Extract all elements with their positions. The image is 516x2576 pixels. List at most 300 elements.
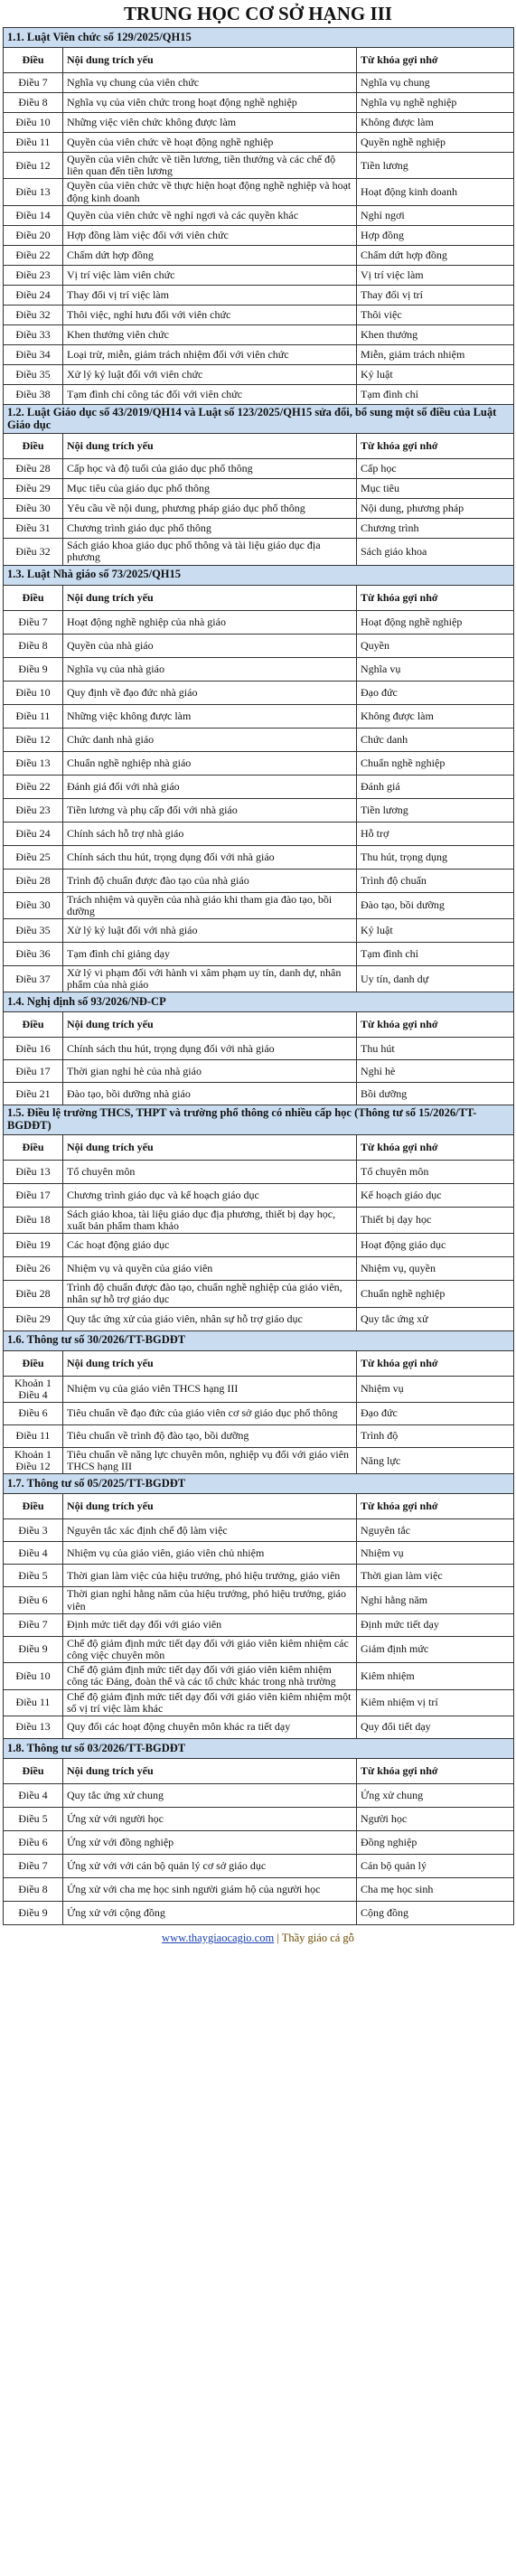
keyword-cell: Giảm định mức [357,1636,514,1662]
keyword-cell: Nguyên tắc [357,1519,514,1542]
table-row [4,1281,514,1307]
header-row [4,434,514,459]
keyword-cell: Nghĩa vụ chung [357,73,514,93]
table-row [4,1542,514,1565]
article-cell: Điều 37 [4,966,63,992]
keyword-cell: Kỷ luật [357,364,514,384]
keyword-cell: Tiền lương [357,153,514,179]
keyword-cell: Vị trí việc làm [357,265,514,285]
content-cell: Sách giáo khoa giáo dục phổ thông và tài liệu giáo dục địa phương [63,539,357,565]
header-content: Nội dung trích yếu [63,1350,357,1376]
keyword-cell: Hoạt động nghề nghiệp [357,610,514,634]
article-cell: Điều 33 [4,324,63,344]
header-row [4,585,514,610]
article-cell: Điều 7 [4,1854,63,1877]
article-cell: Điều 20 [4,225,63,245]
keyword-cell: Nghỉ ngơi [357,205,514,225]
keyword-cell: Quy đổi tiết dạy [357,1716,514,1738]
article-cell: Điều 6 [4,1830,63,1854]
content-cell: Xử lý kỷ luật đối với nhà giáo [63,919,357,943]
keyword-cell: Thiết bị dạy học [357,1207,514,1233]
content-cell: Cấp học và độ tuổi của giáo dục phổ thông [63,459,357,479]
section-row [4,1330,514,1350]
table-row [4,113,514,133]
section-row [4,1738,514,1758]
content-cell: Tiêu chuẩn về năng lực chuyên môn, nghiệp vụ đối với giáo viên THCS hạng III [63,1448,357,1474]
article-cell: Điều 32 [4,539,63,565]
keyword-cell: Đạo đức [357,1403,514,1425]
article-cell: Điều 35 [4,364,63,384]
table-row [4,1587,514,1613]
article-cell: Khoản 1 Điều 4 [4,1376,63,1402]
table-row [4,1613,514,1636]
table-row [4,1448,514,1474]
table-row [4,1257,514,1281]
law-table [3,27,514,1925]
table-row [4,657,514,681]
content-cell: Xử lý vi phạm đối với hành vi xâm phạm uy tín, danh dự, nhân phẩm của nhà giáo [63,966,357,992]
table-row [4,324,514,344]
keyword-cell: Thời gian làm việc [357,1565,514,1587]
article-cell: Điều 30 [4,499,63,519]
article-cell: Điều 18 [4,1207,63,1233]
table-row [4,775,514,798]
table-row [4,1234,514,1257]
article-cell: Điều 9 [4,1901,63,1924]
keyword-cell: Định mức tiết dạy [357,1613,514,1636]
article-cell: Điều 28 [4,1281,63,1307]
article-cell: Điều 10 [4,1663,63,1689]
article-cell: Điều 11 [4,1425,63,1448]
keyword-cell: Thay đổi vị trí [357,285,514,305]
content-cell: Đào tạo, bồi dưỡng nhà giáo [63,1083,357,1105]
article-cell: Điều 13 [4,1160,63,1183]
article-cell: Điều 9 [4,657,63,681]
footer-separator: | [277,1931,279,1944]
keyword-cell: Thôi việc [357,305,514,324]
header-keyword: Từ khóa gợi nhớ [357,1494,514,1519]
content-cell: Những việc viên chức không được làm [63,113,357,133]
header-article: Điều [4,1350,63,1376]
table-row [4,265,514,285]
article-cell: Điều 31 [4,519,63,539]
table-row [4,384,514,404]
table-row [4,1830,514,1854]
table-row [4,634,514,657]
keyword-cell: Không được làm [357,704,514,728]
keyword-cell: Hoạt động giáo dục [357,1234,514,1257]
header-content: Nội dung trích yếu [63,48,357,73]
article-cell: Điều 5 [4,1565,63,1587]
article-cell: Điều 9 [4,1636,63,1662]
article-cell: Điều 11 [4,704,63,728]
content-cell: Chế độ giảm định mức tiết dạy đối với giáo viên kiêm nhiệm một số vị trí việc làm khác [63,1689,357,1716]
header-article: Điều [4,1134,63,1160]
table-row [4,1877,514,1901]
header-keyword: Từ khóa gợi nhớ [357,48,514,73]
section-row [4,404,514,434]
content-cell: Chương trình giáo dục và kế hoạch giáo dục [63,1183,357,1207]
keyword-cell: Thu hút, trọng dụng [357,845,514,869]
article-cell: Điều 11 [4,133,63,153]
header-content: Nội dung trích yếu [63,1494,357,1519]
article-cell: Điều 28 [4,869,63,892]
content-cell: Sách giáo khoa, tài liệu giáo dục địa phương, thiết bị dạy học, xuất bản phẩm tham khảo [63,1207,357,1233]
header-content: Nội dung trích yếu [63,1758,357,1783]
article-cell: Điều 13 [4,179,63,205]
table-row [4,704,514,728]
content-cell: Trách nhiệm và quyền của nhà giáo khi tham gia đào tạo, bồi dưỡng [63,892,357,918]
content-cell: Chính sách thu hút, trọng dụng đối với nhà giáo [63,1038,357,1060]
article-cell: Khoản 1 Điều 12 [4,1448,63,1474]
article-cell: Điều 10 [4,681,63,704]
keyword-cell: Kiêm nhiệm vị trí [357,1689,514,1716]
table-row [4,1807,514,1830]
footer-brand: Thầy giáo cá gỗ [281,1931,354,1944]
content-cell: Thay đổi vị trí việc làm [63,285,357,305]
table-row [4,1565,514,1587]
content-cell: Quyền của viên chức về nghỉ ngơi và các quyền khác [63,205,357,225]
keyword-cell: Quyền [357,634,514,657]
keyword-cell: Ứng xử chung [357,1783,514,1807]
table-row [4,1716,514,1738]
keyword-cell: Nhiệm vụ [357,1376,514,1402]
header-keyword: Từ khóa gợi nhớ [357,1758,514,1783]
keyword-cell: Tạm đình chỉ [357,943,514,966]
header-row [4,1134,514,1160]
table-row [4,1160,514,1183]
article-cell: Điều 5 [4,1807,63,1830]
article-cell: Điều 24 [4,285,63,305]
section-title: 1.6. Thông tư số 30/2026/TT-BGDĐT [4,1330,514,1350]
article-cell: Điều 11 [4,1689,63,1716]
content-cell: Quyền của nhà giáo [63,634,357,657]
section-title: 1.5. Điều lệ trường THCS, THPT và trường phổ thông có nhiều cấp học (Thông tư số 15/2026/TT-BGDĐT) [4,1105,514,1135]
page-title: TRUNG HỌC CƠ SỞ HẠNG III [124,3,392,24]
article-cell: Điều 23 [4,798,63,822]
table-row [4,539,514,565]
table-row [4,1183,514,1207]
keyword-cell: Tổ chuyên môn [357,1160,514,1183]
content-cell: Xử lý kỷ luật đối với viên chức [63,364,357,384]
header-keyword: Từ khóa gợi nhớ [357,1134,514,1160]
header-article: Điều [4,1494,63,1519]
content-cell: Tạm đình chỉ giảng dạy [63,943,357,966]
keyword-cell: Chức danh [357,728,514,751]
table-row [4,1425,514,1448]
article-cell: Điều 28 [4,459,63,479]
article-cell: Điều 8 [4,634,63,657]
keyword-cell: Thu hút [357,1038,514,1060]
keyword-cell: Hỗ trợ [357,822,514,845]
section-row [4,1105,514,1135]
article-cell: Điều 36 [4,943,63,966]
header-content: Nội dung trích yếu [63,585,357,610]
article-cell: Điều 8 [4,93,63,113]
footer [3,1925,513,1951]
content-cell: Chuẩn nghề nghiệp nhà giáo [63,751,357,775]
keyword-cell: Uy tín, danh dự [357,966,514,992]
content-cell: Trình độ chuẩn được đào tạo của nhà giáo [63,869,357,892]
content-cell: Nhiệm vụ và quyền của giáo viên [63,1257,357,1281]
content-cell: Quy tắc ứng xử chung [63,1783,357,1807]
content-cell: Thôi việc, nghỉ hưu đối với viên chức [63,305,357,324]
keyword-cell: Nghĩa vụ nghề nghiệp [357,93,514,113]
table-row [4,798,514,822]
content-cell: Nhiệm vụ của giáo viên THCS hạng III [63,1376,357,1402]
content-cell: Thời gian nghỉ hè của nhà giáo [63,1060,357,1083]
content-cell: Tiêu chuẩn về trình độ đào tạo, bồi dưỡng [63,1425,357,1448]
content-cell: Nghĩa vụ chung của viên chức [63,73,357,93]
header-keyword: Từ khóa gợi nhớ [357,1350,514,1376]
keyword-cell: Hoạt động kinh doanh [357,179,514,205]
section-row [4,565,514,585]
keyword-cell: Quyền nghề nghiệp [357,133,514,153]
keyword-cell: Nghỉ hè [357,1060,514,1083]
header-keyword: Từ khóa gợi nhớ [357,434,514,459]
content-cell: Chế độ giảm định mức tiết dạy đối với giáo viên kiêm nhiệm các công việc chuyên môn [63,1636,357,1662]
article-cell: Điều 16 [4,1038,63,1060]
content-cell: Quyền của viên chức về thực hiện hoạt động nghề nghiệp và hoạt động kinh doanh [63,179,357,205]
article-cell: Điều 4 [4,1783,63,1807]
content-cell: Ứng xử với đồng nghiệp [63,1830,357,1854]
header-row [4,1350,514,1376]
header-article: Điều [4,1758,63,1783]
section-title: 1.7. Thông tư số 05/2025/TT-BGDĐT [4,1474,514,1494]
table-row [4,479,514,499]
content-cell: Quyền của viên chức về hoạt động nghề nghiệp [63,133,357,153]
section-title: 1.4. Nghị định số 93/2026/NĐ-CP [4,992,514,1012]
article-cell: Điều 6 [4,1587,63,1613]
table-row [4,205,514,225]
content-cell: Trình độ chuẩn được đào tạo, chuẩn nghề nghiệp của giáo viên, nhân sự hỗ trợ giáo dục [63,1281,357,1307]
header-article: Điều [4,434,63,459]
content-cell: Yêu cầu về nội dung, phương pháp giáo dục phổ thông [63,499,357,519]
table-row [4,519,514,539]
keyword-cell: Đồng nghiệp [357,1830,514,1854]
article-cell: Điều 14 [4,205,63,225]
keyword-cell: Cha mẹ học sinh [357,1877,514,1901]
content-cell: Chương trình giáo dục phổ thông [63,519,357,539]
content-cell: Chức danh nhà giáo [63,728,357,751]
content-cell: Đánh giá đối với nhà giáo [63,775,357,798]
keyword-cell: Chuẩn nghề nghiệp [357,751,514,775]
header-content: Nội dung trích yếu [63,1134,357,1160]
article-cell: Điều 29 [4,479,63,499]
table-row [4,1376,514,1402]
keyword-cell: Nghỉ hằng năm [357,1587,514,1613]
keyword-cell: Đánh giá [357,775,514,798]
keyword-cell: Nhiệm vụ, quyền [357,1257,514,1281]
table-row [4,1663,514,1689]
article-cell: Điều 3 [4,1519,63,1542]
table-row [4,728,514,751]
table-row [4,305,514,324]
content-cell: Các hoạt động giáo dục [63,1234,357,1257]
article-cell: Điều 17 [4,1060,63,1083]
article-cell: Điều 29 [4,1307,63,1330]
article-cell: Điều 24 [4,822,63,845]
article-cell: Điều 17 [4,1183,63,1207]
keyword-cell: Năng lực [357,1448,514,1474]
content-cell: Hoạt động nghề nghiệp của nhà giáo [63,610,357,634]
keyword-cell: Tiền lương [357,798,514,822]
article-cell: Điều 13 [4,1716,63,1738]
keyword-cell: Nghĩa vụ [357,657,514,681]
content-cell: Ứng xử với người học [63,1807,357,1830]
table-row [4,943,514,966]
content-cell: Nghĩa vụ của nhà giáo [63,657,357,681]
content-cell: Tổ chuyên môn [63,1160,357,1183]
table-row [4,344,514,364]
article-cell: Điều 4 [4,1542,63,1565]
header-article: Điều [4,48,63,73]
keyword-cell: Kỷ luật [357,919,514,943]
table-row [4,73,514,93]
keyword-cell: Hợp đồng [357,225,514,245]
keyword-cell: Không được làm [357,113,514,133]
keyword-cell: Tạm đình chỉ [357,384,514,404]
content-cell: Tiêu chuẩn về đạo đức của giáo viên cơ sở giáo dục phổ thông [63,1403,357,1425]
article-cell: Điều 21 [4,1083,63,1105]
section-title: 1.8. Thông tư số 03/2026/TT-BGDĐT [4,1738,514,1758]
header-keyword: Từ khóa gợi nhớ [357,1012,514,1038]
content-cell: Nghĩa vụ của viên chức trong hoạt động nghề nghiệp [63,93,357,113]
table-row [4,845,514,869]
article-cell: Điều 22 [4,245,63,265]
content-cell: Ứng xử với với cán bộ quản lý cơ sở giáo dục [63,1854,357,1877]
table-row [4,285,514,305]
table-row [4,822,514,845]
section-title: 1.3. Luật Nhà giáo số 73/2025/QH15 [4,565,514,585]
keyword-cell: Người học [357,1807,514,1830]
content-cell: Hợp đồng làm việc đối với viên chức [63,225,357,245]
content-cell: Chấm dứt hợp đồng [63,245,357,265]
article-cell: Điều 19 [4,1234,63,1257]
table-row [4,1783,514,1807]
keyword-cell: Khen thưởng [357,324,514,344]
content-cell: Những việc không được làm [63,704,357,728]
content-cell: Định mức tiết dạy đối với giáo viên [63,1613,357,1636]
article-cell: Điều 23 [4,265,63,285]
header-article: Điều [4,1012,63,1038]
keyword-cell: Trình độ chuẩn [357,869,514,892]
article-cell: Điều 8 [4,1877,63,1901]
content-cell: Quy tắc ứng xử của giáo viên, nhân sự hỗ trợ giáo dục [63,1307,357,1330]
article-cell: Điều 30 [4,892,63,918]
content-cell: Thời gian nghỉ hằng năm của hiệu trưởng, phó hiệu trưởng, giáo viên [63,1587,357,1613]
table-row [4,1689,514,1716]
keyword-cell: Kế hoạch giáo dục [357,1183,514,1207]
table-row [4,1636,514,1662]
table-row [4,1207,514,1233]
content-cell: Loại trừ, miễn, giảm trách nhiệm đối với viên chức [63,344,357,364]
keyword-cell: Chương trình [357,519,514,539]
table-row [4,919,514,943]
keyword-cell: Bồi dưỡng [357,1083,514,1105]
article-cell: Điều 26 [4,1257,63,1281]
table-row [4,459,514,479]
table-row [4,966,514,992]
keyword-cell: Cấp học [357,459,514,479]
table-row [4,133,514,153]
header-content: Nội dung trích yếu [63,1012,357,1038]
table-row [4,1403,514,1425]
article-cell: Điều 7 [4,610,63,634]
header-content: Nội dung trích yếu [63,434,357,459]
article-cell: Điều 38 [4,384,63,404]
table-row [4,1083,514,1105]
content-cell: Chính sách hỗ trợ nhà giáo [63,822,357,845]
header-row [4,48,514,73]
article-cell: Điều 13 [4,751,63,775]
content-cell: Chế độ giảm định mức tiết dạy đối với giáo viên kiêm nhiệm công tác Đảng, đoàn thể và các tổ chức khác trong nhà trường [63,1663,357,1689]
keyword-cell: Nhiệm vụ [357,1542,514,1565]
keyword-cell: Chuẩn nghề nghiệp [357,1281,514,1307]
website-link[interactable]: www.thaygiaocagio.com [162,1931,275,1944]
article-cell: Điều 6 [4,1403,63,1425]
content-cell: Tiền lương và phụ cấp đối với nhà giáo [63,798,357,822]
content-cell: Vị trí việc làm viên chức [63,265,357,285]
article-cell: Điều 12 [4,153,63,179]
header-row [4,1758,514,1783]
content-cell: Khen thưởng viên chức [63,324,357,344]
article-cell: Điều 34 [4,344,63,364]
table-row [4,499,514,519]
section-title: 1.2. Luật Giáo dục số 43/2019/QH14 và Luật số 123/2025/QH15 sửa đổi, bổ sung một số điều của Luật Giáo dục [4,404,514,434]
article-cell: Điều 25 [4,845,63,869]
article-cell: Điều 32 [4,305,63,324]
table-row [4,1060,514,1083]
header-article: Điều [4,585,63,610]
keyword-cell: Quy tắc ứng xử [357,1307,514,1330]
table-row [4,892,514,918]
content-cell: Ứng xử với cộng đồng [63,1901,357,1924]
content-cell: Nguyên tắc xác định chế độ làm việc [63,1519,357,1542]
keyword-cell: Miễn, giảm trách nhiệm [357,344,514,364]
table-row [4,93,514,113]
content-cell: Tạm đình chỉ công tác đối với viên chức [63,384,357,404]
content-cell: Quy đổi các hoạt động chuyên môn khác ra tiết dạy [63,1716,357,1738]
table-row [4,610,514,634]
header-keyword: Từ khóa gợi nhớ [357,585,514,610]
table-row [4,751,514,775]
section-row [4,28,514,48]
keyword-cell: Đạo đức [357,681,514,704]
table-row [4,1901,514,1924]
keyword-cell: Nội dung, phương pháp [357,499,514,519]
article-cell: Điều 22 [4,775,63,798]
header-row [4,1012,514,1038]
table-row [4,1038,514,1060]
table-row [4,681,514,704]
content-cell: Thời gian làm việc của hiệu trưởng, phó hiệu trưởng, giáo viên [63,1565,357,1587]
content-cell: Nhiệm vụ của giáo viên, giáo viên chủ nhiệm [63,1542,357,1565]
keyword-cell: Mục tiêu [357,479,514,499]
table-row [4,225,514,245]
table-row [4,179,514,205]
article-cell: Điều 35 [4,919,63,943]
section-row [4,1474,514,1494]
table-row [4,1519,514,1542]
keyword-cell: Kiêm nhiệm [357,1663,514,1689]
content-cell: Mục tiêu của giáo dục phổ thông [63,479,357,499]
keyword-cell: Cộng đồng [357,1901,514,1924]
article-cell: Điều 7 [4,1613,63,1636]
keyword-cell: Sách giáo khoa [357,539,514,565]
keyword-cell: Trình độ [357,1425,514,1448]
content-cell: Quyền của viên chức về tiền lương, tiền thưởng và các chế độ liên quan đến tiền lương [63,153,357,179]
